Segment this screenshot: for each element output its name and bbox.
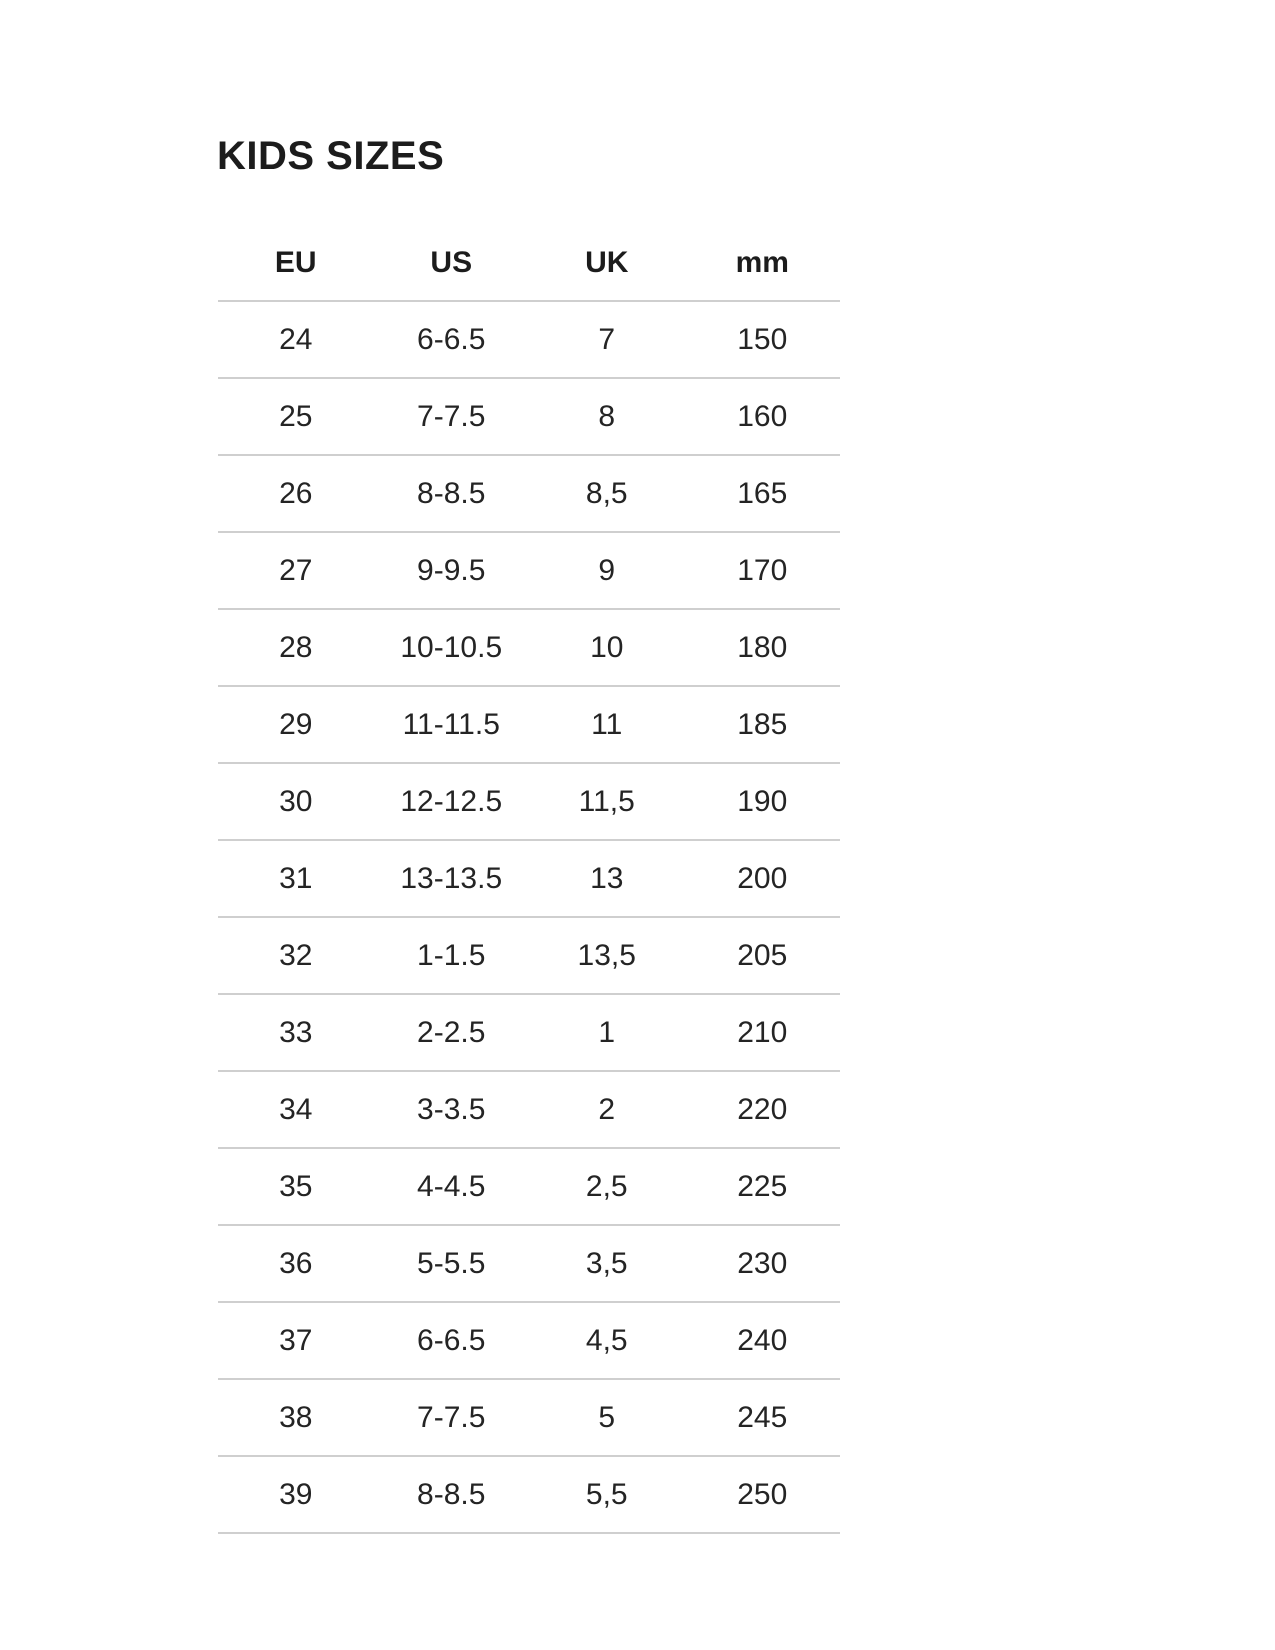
table-cell: 180 xyxy=(685,609,841,686)
table-cell: 205 xyxy=(685,917,841,994)
table-cell: 39 xyxy=(218,1456,374,1533)
table-cell: 200 xyxy=(685,840,841,917)
table-cell: 170 xyxy=(685,532,841,609)
table-cell: 190 xyxy=(685,763,841,840)
table-cell: 165 xyxy=(685,455,841,532)
table-row xyxy=(218,840,840,917)
table-header-row xyxy=(218,225,840,301)
table-row xyxy=(218,609,840,686)
table-row xyxy=(218,455,840,532)
table-cell: 34 xyxy=(218,1071,374,1148)
table-cell: 8-8.5 xyxy=(374,1456,530,1533)
table-cell: 7 xyxy=(529,301,685,378)
table-row xyxy=(218,763,840,840)
table-cell: 37 xyxy=(218,1302,374,1379)
table-cell: 2,5 xyxy=(529,1148,685,1225)
table-cell: 31 xyxy=(218,840,374,917)
table-cell: 8 xyxy=(529,378,685,455)
table-cell: 7-7.5 xyxy=(374,1379,530,1456)
table-header xyxy=(218,225,840,301)
table-row xyxy=(218,1379,840,1456)
table-cell: 27 xyxy=(218,532,374,609)
table-cell: 35 xyxy=(218,1148,374,1225)
table-cell: 26 xyxy=(218,455,374,532)
table-cell: 12-12.5 xyxy=(374,763,530,840)
table-row xyxy=(218,378,840,455)
table-cell: 24 xyxy=(218,301,374,378)
table-cell: 11-11.5 xyxy=(374,686,530,763)
table-cell: 225 xyxy=(685,1148,841,1225)
table-cell: 220 xyxy=(685,1071,841,1148)
table-cell: 25 xyxy=(218,378,374,455)
table-cell: 6-6.5 xyxy=(374,301,530,378)
table-cell: 8,5 xyxy=(529,455,685,532)
table-cell: 245 xyxy=(685,1379,841,1456)
table-row xyxy=(218,1071,840,1148)
table-cell: 160 xyxy=(685,378,841,455)
table-row xyxy=(218,994,840,1071)
table-row xyxy=(218,917,840,994)
table-cell: 240 xyxy=(685,1302,841,1379)
table-row xyxy=(218,532,840,609)
table-row xyxy=(218,1225,840,1302)
page-title: KIDS SIZES xyxy=(217,134,445,178)
column-header-mm: mm xyxy=(685,225,841,301)
table-row xyxy=(218,686,840,763)
table-cell: 13-13.5 xyxy=(374,840,530,917)
table-cell: 9 xyxy=(529,532,685,609)
table-row xyxy=(218,1148,840,1225)
table-cell: 30 xyxy=(218,763,374,840)
table-cell: 32 xyxy=(218,917,374,994)
table-cell: 11 xyxy=(529,686,685,763)
table-cell: 3,5 xyxy=(529,1225,685,1302)
kids-size-table xyxy=(218,225,840,1534)
column-header-uk: UK xyxy=(529,225,685,301)
table-cell: 10-10.5 xyxy=(374,609,530,686)
table-body xyxy=(218,301,840,1533)
table-row xyxy=(218,1456,840,1533)
table-cell: 2-2.5 xyxy=(374,994,530,1071)
table-cell: 250 xyxy=(685,1456,841,1533)
table-cell: 9-9.5 xyxy=(374,532,530,609)
table-cell: 5 xyxy=(529,1379,685,1456)
table-cell: 5,5 xyxy=(529,1456,685,1533)
table-row xyxy=(218,1302,840,1379)
column-header-eu: EU xyxy=(218,225,374,301)
table-cell: 1-1.5 xyxy=(374,917,530,994)
table-cell: 7-7.5 xyxy=(374,378,530,455)
table-cell: 36 xyxy=(218,1225,374,1302)
table-cell: 3-3.5 xyxy=(374,1071,530,1148)
table-cell: 33 xyxy=(218,994,374,1071)
table-cell: 38 xyxy=(218,1379,374,1456)
table-cell: 5-5.5 xyxy=(374,1225,530,1302)
table-cell: 2 xyxy=(529,1071,685,1148)
table-cell: 13 xyxy=(529,840,685,917)
table-cell: 13,5 xyxy=(529,917,685,994)
table-cell: 1 xyxy=(529,994,685,1071)
table-cell: 230 xyxy=(685,1225,841,1302)
table-cell: 10 xyxy=(529,609,685,686)
table-row xyxy=(218,301,840,378)
table-cell: 8-8.5 xyxy=(374,455,530,532)
table-cell: 4-4.5 xyxy=(374,1148,530,1225)
table-cell: 29 xyxy=(218,686,374,763)
table-cell: 28 xyxy=(218,609,374,686)
table-cell: 4,5 xyxy=(529,1302,685,1379)
table-cell: 11,5 xyxy=(529,763,685,840)
table-cell: 150 xyxy=(685,301,841,378)
table-cell: 210 xyxy=(685,994,841,1071)
table-cell: 185 xyxy=(685,686,841,763)
column-header-us: US xyxy=(374,225,530,301)
table-cell: 6-6.5 xyxy=(374,1302,530,1379)
